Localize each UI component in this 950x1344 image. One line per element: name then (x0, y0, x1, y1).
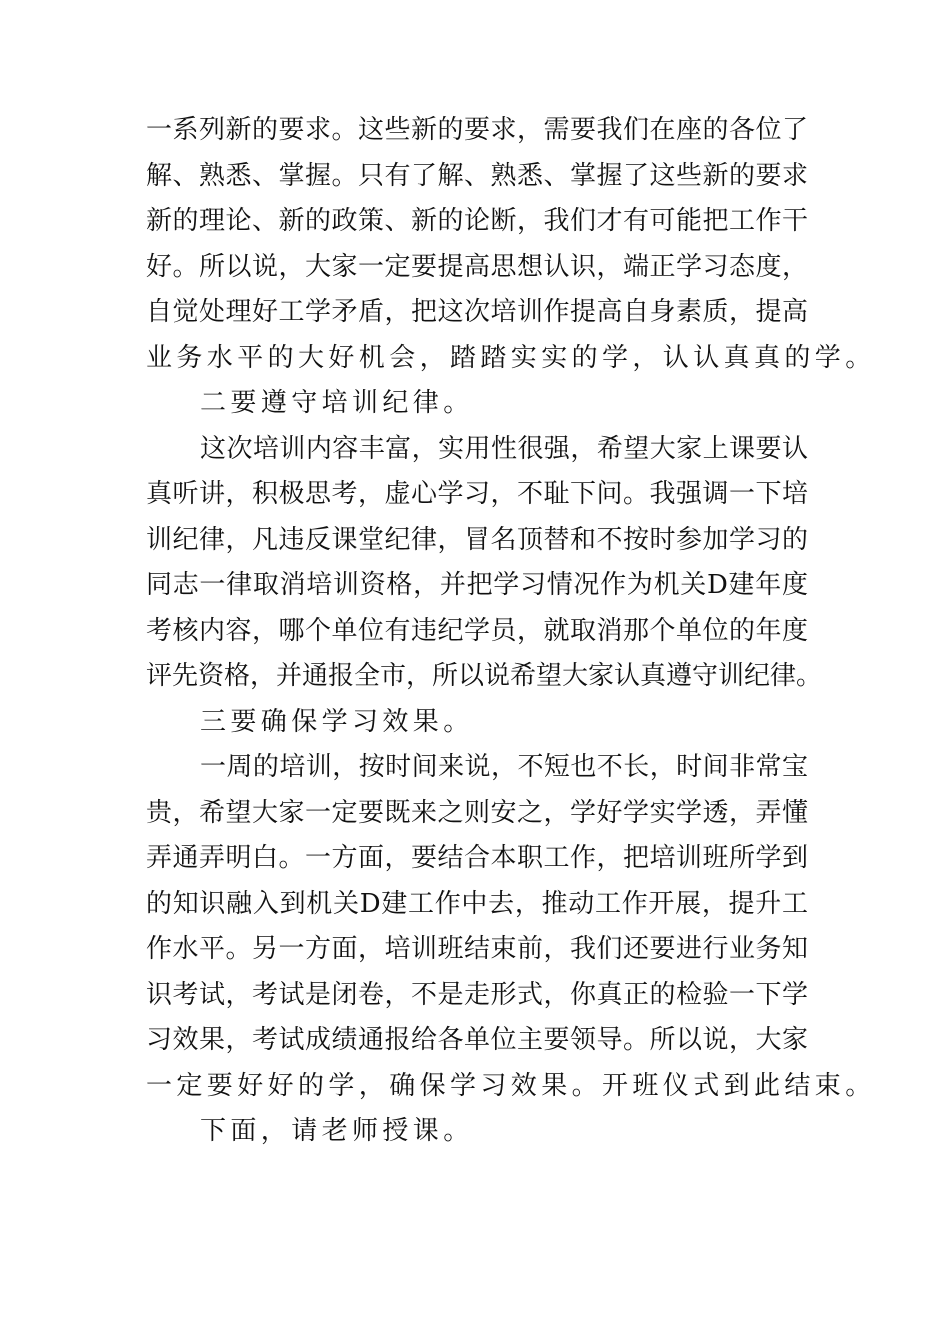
text-line: 这次培训内容丰富，实用性很强，希望大家上课要认 (200, 433, 808, 464)
text-line: 一周的培训，按时间来说，不短也不长，时间非常宝 (200, 752, 808, 782)
text-line: 评先资格，并通报全市，所以说希望大家认真遵守训纪律。 (146, 661, 823, 691)
text-line: 二要遵守培训纪律。 (200, 388, 474, 418)
text-line: 贵，希望大家一定要既来之则安之，学好学实学透，弄懂 (146, 797, 808, 828)
text-line: 的知识融入到机关D建工作中去，推动工作开展，提升工 (146, 888, 808, 919)
text-line: 习效果，考试成绩通报给各单位主要领导。所以说，大家 (146, 1025, 808, 1055)
text-line: 同志一律取消培训资格，并把学习情况作为机关D建年度 (146, 570, 808, 600)
text-line: 训纪律，凡违反课堂纪律，冒名顶替和不按时参加学习的 (146, 524, 808, 555)
text-line: 新的理论、新的政策、新的论断，我们才有可能把工作干 (146, 206, 808, 236)
text-line: 一定要好好的学，确保学习效果。开班仪式到此结束。 (146, 1070, 876, 1101)
document-body (146, 108, 876, 1155)
text-line: 下面，请老师授课。 (200, 1116, 474, 1146)
text-line: 作水平。另一方面，培训班结束前，我们还要进行业务知 (146, 934, 808, 964)
text-line: 解、熟悉、掌握。只有了解、熟悉、掌握了这些新的要求 (146, 160, 808, 191)
text-line: 识考试，考试是闭卷，不是走形式，你真正的检验一下学 (146, 979, 808, 1010)
text-line: 考核内容，哪个单位有违纪学员，就取消那个单位的年度 (146, 615, 808, 646)
text-line: 一系列新的要求。这些新的要求，需要我们在座的各位了 (146, 115, 808, 145)
text-line: 弄通弄明白。一方面，要结合本职工作，把培训班所学到 (146, 843, 808, 873)
text-line: 自觉处理好工学矛盾，把这次培训作提高自身素质，提高 (146, 297, 808, 327)
text-line: 好。所以说，大家一定要提高思想认识，端正学习态度， (146, 251, 808, 282)
text-line: 业务水平的大好机会，踏踏实实的学，认认真真的学。 (146, 342, 876, 373)
text-line: 真听讲，积极思考，虚心学习，不耻下问。我强调一下培 (146, 479, 808, 509)
text-line: 三要确保学习效果。 (200, 706, 474, 737)
